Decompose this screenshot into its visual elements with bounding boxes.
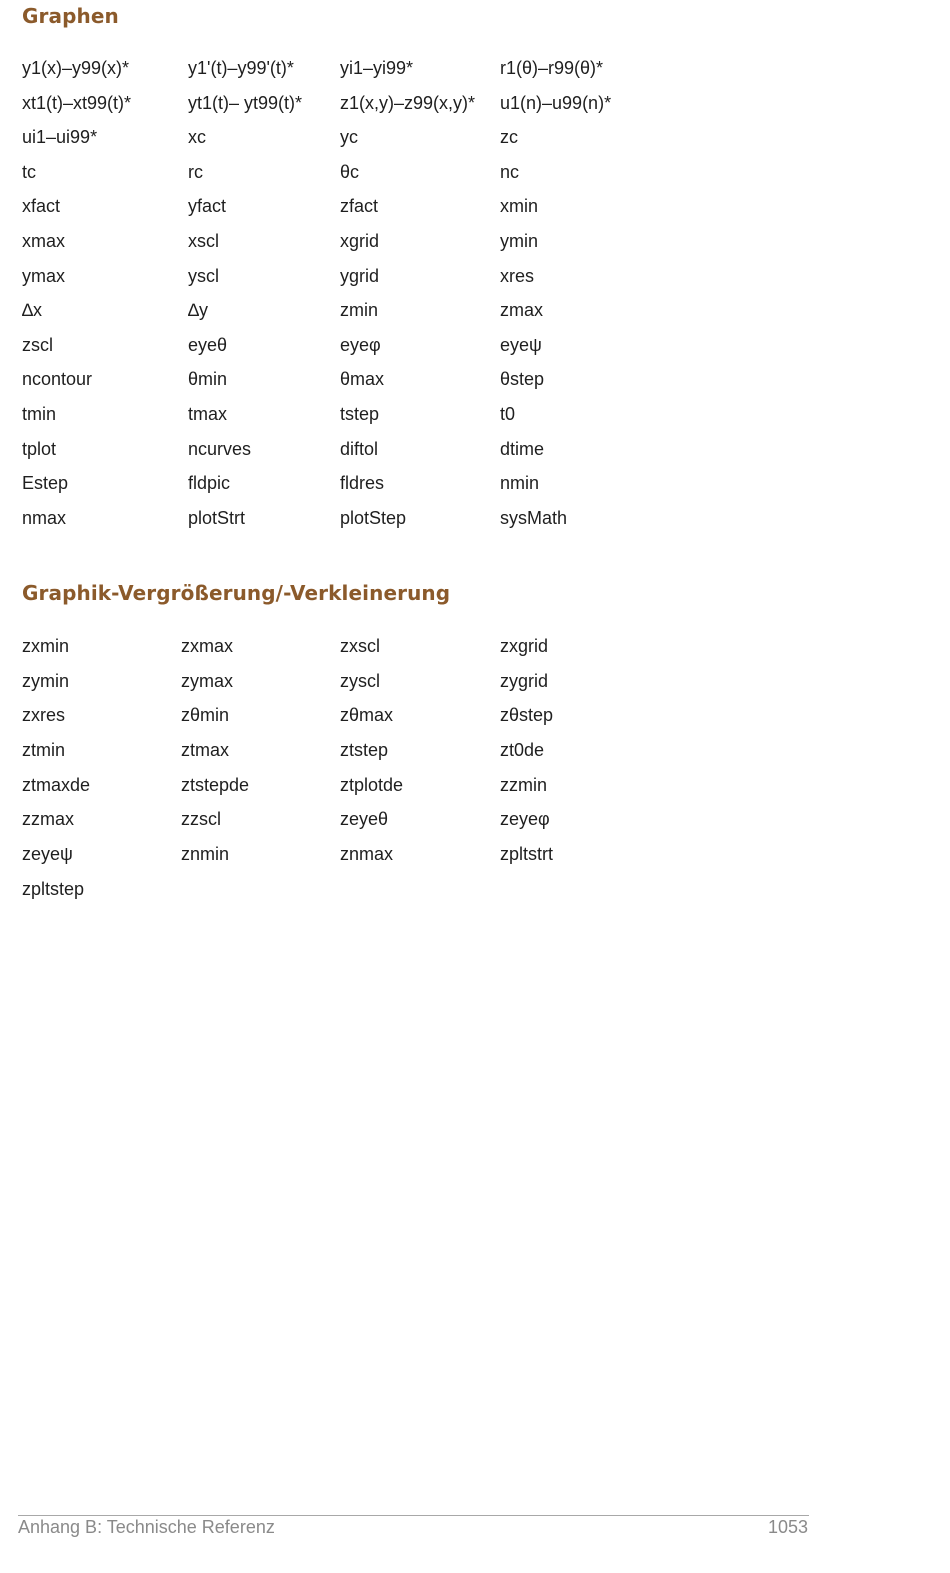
variable-cell: θmin (188, 369, 228, 390)
variable-cell: yc (340, 127, 358, 148)
section-heading-graphen: Graphen (22, 4, 119, 28)
variable-cell: zeyeψ (22, 844, 73, 865)
variable-cell: ncurves (188, 438, 252, 459)
variable-cell: zymin (22, 670, 70, 691)
variable-cell: eyeφ (340, 334, 381, 355)
variable-cell: znmax (340, 844, 394, 865)
variable-cell: ztstepde (181, 774, 250, 795)
variable-cell: zpltstep (22, 878, 85, 899)
variable-cell: θstep (500, 369, 545, 390)
variable-cell: zyscl (340, 670, 380, 691)
variable-cell: r1(θ)–r99(θ)* (500, 58, 604, 78)
variable-cell: xfact (22, 196, 61, 217)
variable-cell: zxmin (22, 636, 70, 656)
variable-cell: xscl (188, 230, 219, 251)
variable-cell: yfact (188, 196, 227, 217)
variable-cell: zt0de (500, 740, 545, 761)
variable-cell: yt1(t)– yt99(t)* (188, 92, 303, 113)
variable-cell: zθstep (500, 705, 554, 726)
variable-cell: xt1(t)–xt99(t)* (22, 92, 132, 113)
variable-cell: zc (500, 127, 518, 148)
variable-cell: xres (500, 265, 535, 286)
variable-cell: znmin (181, 844, 230, 865)
variable-cell: zxscl (340, 636, 380, 656)
variable-cell: zθmin (181, 705, 230, 726)
variable-cell: ygrid (340, 265, 380, 286)
variable-cell: zθmax (340, 705, 394, 726)
variable-cell: ztplotde (340, 774, 404, 795)
variable-cell: ∆x (22, 300, 43, 321)
variable-cell: fldres (340, 473, 385, 494)
variable-cell: ∆y (188, 300, 209, 321)
variable-cell: nmax (22, 507, 67, 528)
zoom-variables-grid (22, 634, 700, 912)
variable-cell: yi1–yi99* (340, 58, 414, 78)
variable-cell: ztmin (22, 740, 66, 761)
variable-cell: xmax (22, 230, 66, 251)
variable-cell: xc (188, 127, 206, 148)
variable-cell: ui1–ui99* (22, 127, 98, 148)
variable-cell: zfact (340, 196, 379, 217)
variable-cell: zxmax (181, 636, 234, 656)
variable-cell: zzmin (500, 774, 548, 795)
variable-cell: plotStrt (188, 507, 246, 528)
variable-cell: eyeθ (188, 334, 228, 355)
variable-cell: zymax (181, 670, 234, 691)
variable-cell: fldpic (188, 473, 231, 494)
variable-cell: zzmax (22, 809, 75, 830)
variable-cell: tmax (188, 403, 228, 424)
variable-cell: sysMath (500, 507, 568, 528)
variable-cell: nc (500, 161, 520, 182)
variable-cell: tstep (340, 403, 380, 424)
variable-cell: θc (340, 161, 360, 182)
variable-cell: ztstep (340, 740, 389, 761)
variable-cell: y1(x)–y99(x)* (22, 58, 130, 78)
variable-cell: zeyeθ (340, 809, 389, 830)
variable-cell: tplot (22, 438, 57, 459)
variable-cell: zmax (500, 300, 544, 321)
page-number: 1053 (767, 1517, 808, 1537)
variable-cell: zscl (22, 334, 53, 355)
variable-cell: zxgrid (500, 636, 549, 656)
variable-cell: zpltstrt (500, 844, 554, 865)
variable-cell: ztmaxde (22, 774, 91, 795)
variable-cell: xgrid (340, 230, 380, 251)
graph-variables-grid (22, 56, 700, 540)
variable-cell: eyeψ (500, 334, 542, 355)
variable-cell: diftol (340, 438, 379, 459)
variable-cell: ymax (22, 265, 66, 286)
variable-cell: u1(n)–u99(n)* (500, 92, 612, 113)
footer-divider (18, 1515, 809, 1516)
variable-cell: zeyeφ (500, 809, 550, 830)
variable-cell: zxres (22, 705, 66, 726)
variable-cell: Estep (22, 473, 69, 494)
variable-cell: zygrid (500, 670, 549, 691)
variable-cell: plotStep (340, 507, 407, 528)
variable-cell: dtime (500, 438, 545, 459)
variable-cell: θmax (340, 369, 385, 390)
variable-cell: rc (188, 161, 203, 182)
footer-chapter-title: Anhang B: Technische Referenz (18, 1517, 275, 1537)
variable-cell: nmin (500, 473, 540, 494)
variable-cell: yscl (188, 265, 219, 286)
variable-cell: ztmax (181, 740, 230, 761)
variable-cell: y1'(t)–y99'(t)* (188, 58, 294, 78)
variable-cell: tc (22, 161, 37, 182)
variable-cell: z1(x,y)–z99(x,y)* (340, 92, 476, 113)
section-heading-zoom: Graphik-Vergrößerung/-Verkleinerung (22, 581, 451, 605)
variable-cell: zzscl (181, 809, 221, 830)
variable-cell: ymin (500, 230, 539, 251)
variable-cell: zmin (340, 300, 379, 321)
variable-cell: xmin (500, 196, 539, 217)
variable-cell: tmin (22, 403, 57, 424)
variable-cell: t0 (500, 403, 516, 424)
variable-cell: ncontour (22, 369, 93, 390)
